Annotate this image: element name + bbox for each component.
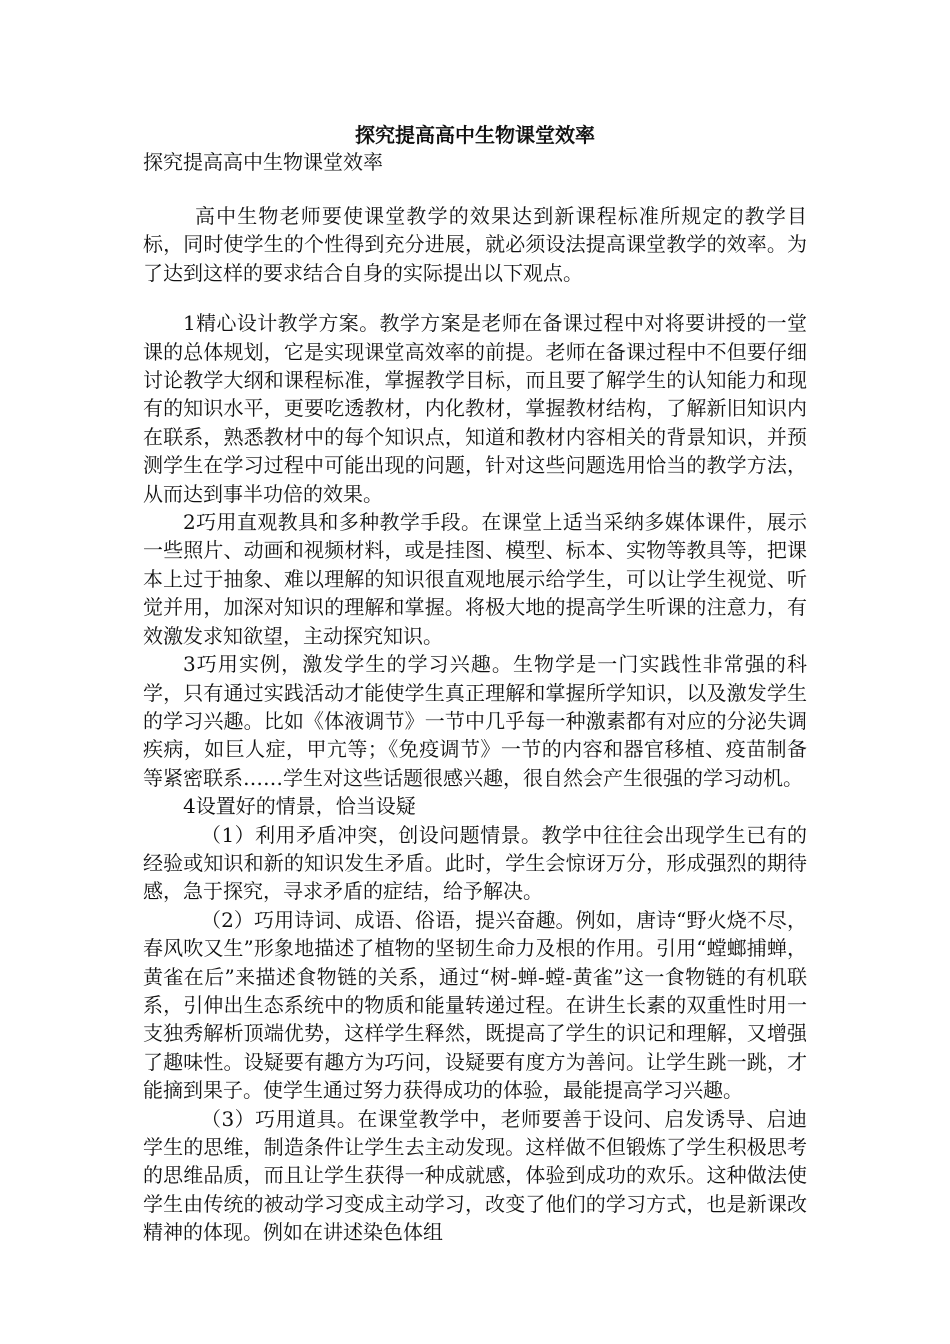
section-3-paragraph: 3巧用实例，激发学生的学习兴趣。生物学是一门实践性非常强的科学，只有通过实践活动才能使学生真正理解和掌握所学知识，以及激发学生的学习兴趣。比如《体液调节》一节中几乎每一种激素都有对应的分泌失调疾病，如巨人症，甲亢等；《免疫调节》一节的内容和器官移植、疫苗制备等紧密联系……学生对这些话题很感兴趣，很自然会产生很强的学习动机。 xyxy=(143,652,807,790)
section-1-paragraph: 1精心设计教学方案。教学方案是老师在备课过程中对将要讲授的一堂课的总体规划，它是实现课堂高效率的前提。老师在备课过程中不但要仔细讨论教学大纲和课程标准，掌握教学目标，而且要了解学生的认知能力和现有的知识水平，更要吃透教材，内化教材，掌握教材结构，了解新旧知识内在联系，熟悉教材中的每个知识点，知道和教材内容相关的背景知识，并预测学生在学习过程中可能出现的问题，针对这些问题选用恰当的教学方法，从而达到事半功倍的效果。 xyxy=(143,311,807,506)
section-4-3-paragraph: （3）巧用道具。在课堂教学中，老师要善于设问、启发诱导、启迪学生的思维，制造条件让学生去主动发现。这样做不但锻炼了学生积极思考的思维品质，而且让学生获得一种成就感，体验到成功的欢乐。这种做法使学生由传统的被动学习变成主动学习，改变了他们的学习方式，也是新课改精神的体现。例如在讲述染色体组 xyxy=(143,1106,807,1245)
document-subtitle: 探究提高高中生物课堂效率 xyxy=(143,150,383,174)
document-title: 探究提高高中生物课堂效率 xyxy=(355,123,595,147)
document-body xyxy=(143,122,807,1247)
intro-paragraph: 高中生物老师要使课堂教学的效果达到新课程标准所规定的教学目标，同时使学生的个性得到充分进展，就必须设法提高课堂教学的效率。为了达到这样的要求结合自身的实际提出以下观点。 xyxy=(143,204,807,285)
section-4-2-paragraph: （2）巧用诗词、成语、俗语，提兴奋趣。例如，唐诗“野火烧不尽，春风吹又生”形象地描述了植物的坚韧生命力及根的作用。引用“螳螂捕蝉，黄雀在后”来描述食物链的关系，通过“树-蝉-螳-黄雀”这一食物链的有机联系，引伸出生态系统中的物质和能量转递过程。在讲生长素的双重性时用一支独秀解析顶端优势，这样学生释然，既提高了学生的识记和理解，又增强了趣味性。设疑要有趣方为巧问，设疑要有度方为善问。让学生跳一跳，才能摘到果子。使学生通过努力获得成功的体验，最能提高学习兴趣。 xyxy=(143,907,807,1103)
section-4-1-paragraph: （1）利用矛盾冲突，创设问题情景。教学中往往会出现学生已有的经验或知识和新的知识发生矛盾。此时，学生会惊讶万分，形成强烈的期待感，急于探究，寻求矛盾的症结，给予解决。 xyxy=(143,822,807,904)
section-4-heading: 4设置好的情景，恰当设疑 xyxy=(183,794,416,819)
paragraph-spacer xyxy=(143,287,807,309)
section-2-paragraph: 2巧用直观教具和多种教学手段。在课堂上适当采纳多媒体课件，展示一些照片、动画和视频材料，或是挂图、模型、标本、实物等教具等，把课本上过于抽象、难以理解的知识很直观地展示给学生，可以让学生视觉、听觉并用，加深对知识的理解和掌握。将极大地的提高学生听课的注意力，有效激发求知欲望，主动探究知识。 xyxy=(143,510,807,648)
